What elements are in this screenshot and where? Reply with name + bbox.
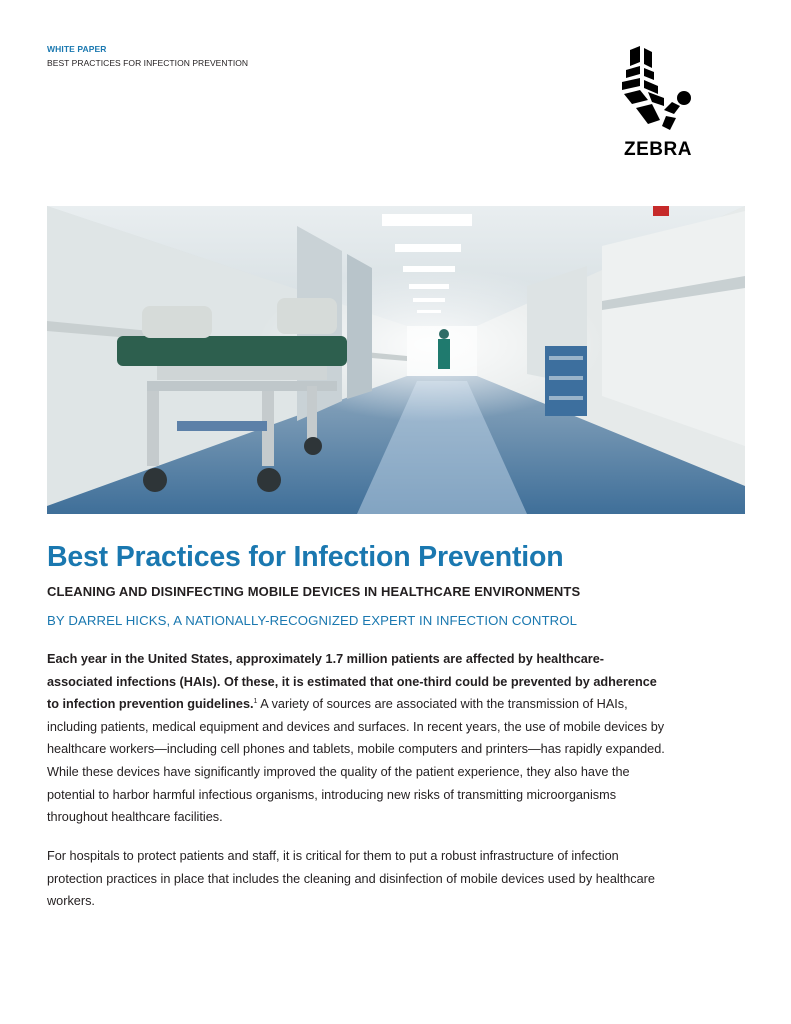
intro-body-text: A variety of sources are associated with the transmission of HAIs, including patients, medical equipment and devices and surfaces. In recent years, the use of mobile devices by healthcare workers—including cell phones and tablets, mobile computers and printers—has rapidly expanded. While these devices have significantly improved the quality of the patient experience, they also have the potential to harbor harmful infectious organisms, introducing new risks of transmitting microorganisms throughout healthcare facilities. bbox=[47, 697, 665, 825]
zebra-logo bbox=[618, 44, 698, 162]
running-header-title: BEST PRACTICES FOR INFECTION PREVENTION bbox=[47, 58, 249, 68]
intro-paragraph bbox=[47, 648, 667, 829]
intro-bold-text: Each year in the United States, approximately 1.7 million patients are affected by healthcare-associated infections (HAIs). Of these, it is estimated that one-third could be prevented by adherence to infection prevention guidelines. bbox=[47, 652, 657, 712]
zebra-head-logo-icon bbox=[618, 44, 698, 136]
hospital-corridor-photo-icon bbox=[47, 206, 745, 514]
document-type-label: WHITE PAPER bbox=[47, 44, 107, 54]
author-byline: BY DARREL HICKS, A NATIONALLY-RECOGNIZED EXPERT IN INFECTION CONTROL bbox=[47, 613, 578, 628]
page-title: Best Practices for Infection Prevention bbox=[47, 541, 564, 573]
footnote-marker: 1 bbox=[253, 698, 258, 706]
page-subtitle: CLEANING AND DISINFECTING MOBILE DEVICES IN HEALTHCARE ENVIRONMENTS bbox=[47, 584, 581, 599]
zebra-wordmark: ZEBRA bbox=[624, 139, 692, 160]
hospital-corridor-photo bbox=[47, 206, 745, 514]
second-paragraph: For hospitals to protect patients and staff, it is critical for them to put a robust infrastructure of infection protection practices in place that includes the cleaning and disinfection of mobile devices used by healthcare workers. bbox=[47, 849, 655, 909]
